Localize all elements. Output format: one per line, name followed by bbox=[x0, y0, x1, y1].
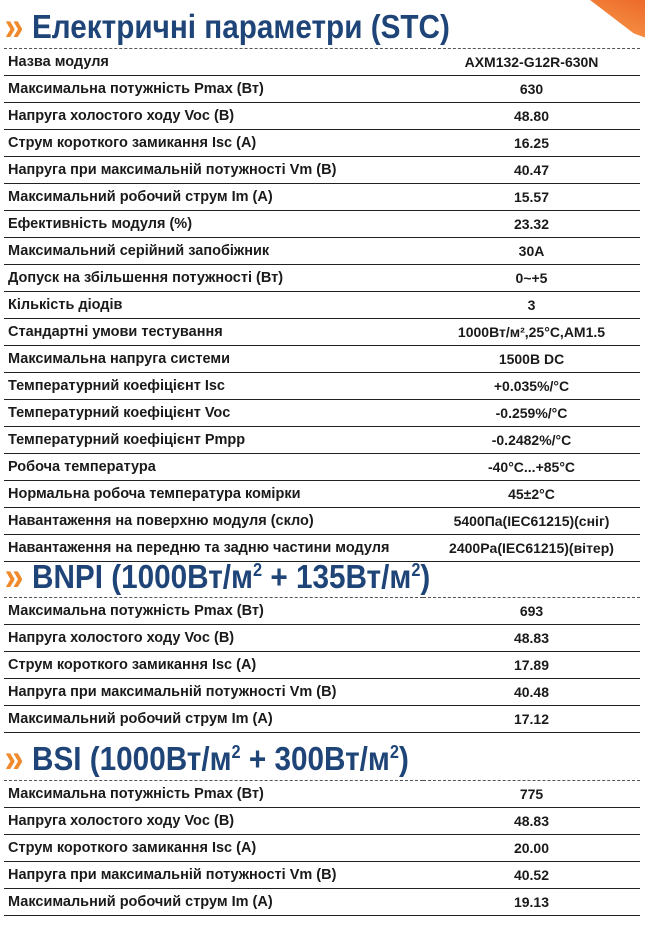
param-value: 48.80 bbox=[423, 103, 640, 130]
table-row bbox=[4, 889, 640, 916]
param-label: Допуск на збільшення потужності (Вт) bbox=[4, 265, 423, 292]
param-value: 1000Вт/м²,25°C,AM1.5 bbox=[423, 319, 640, 346]
chevron-right-icon: » bbox=[4, 5, 12, 49]
table-row bbox=[4, 481, 640, 508]
table-row bbox=[4, 454, 640, 481]
param-value: -0.259%/°C bbox=[423, 400, 640, 427]
param-value: 20.00 bbox=[423, 835, 640, 862]
table-row bbox=[4, 862, 640, 889]
param-label: Кількість діодів bbox=[4, 292, 423, 319]
param-value: 30A bbox=[423, 238, 640, 265]
param-label: Максимальний робочий струм Im (A) bbox=[4, 889, 423, 916]
table-row bbox=[4, 625, 640, 652]
param-value: 3 bbox=[423, 292, 640, 319]
bsi-table bbox=[4, 780, 640, 916]
param-value: 1500B DC bbox=[423, 346, 640, 373]
table-row bbox=[4, 427, 640, 454]
table-row bbox=[4, 508, 640, 535]
param-label: Робоча температура bbox=[4, 454, 423, 481]
corner-accent bbox=[590, 0, 645, 42]
param-value: 19.13 bbox=[423, 889, 640, 916]
param-label: Температурний коефіцієнт Voc bbox=[4, 400, 423, 427]
param-value: 630 bbox=[423, 76, 640, 103]
param-value: 16.25 bbox=[423, 130, 640, 157]
param-value: 40.48 bbox=[423, 679, 640, 706]
stc-section-header bbox=[0, 6, 497, 48]
param-label: Максимальна потужність Pmax (Вт) bbox=[4, 781, 423, 808]
table-row bbox=[4, 679, 640, 706]
bnpi-section-header bbox=[0, 556, 475, 598]
param-label: Струм короткого замикання Isc (А) bbox=[4, 130, 423, 157]
param-value: 45±2°C bbox=[423, 481, 640, 508]
table-row bbox=[4, 652, 640, 679]
param-label: Напруга холостого ходу Voc (В) bbox=[4, 103, 423, 130]
param-value: 23.32 bbox=[423, 211, 640, 238]
param-value: 48.83 bbox=[423, 625, 640, 652]
param-value: +0.035%/°C bbox=[423, 373, 640, 400]
table-row bbox=[4, 373, 640, 400]
table-row bbox=[4, 265, 640, 292]
param-value: 5400Па(IEC61215)(сніг) bbox=[423, 508, 640, 535]
param-label: Напруга при максимальній потужності Vm (В) bbox=[4, 157, 423, 184]
bsi-section-header bbox=[0, 738, 451, 780]
param-label: Напруга холостого ходу Voc (В) bbox=[4, 625, 423, 652]
param-label: Ефективність модуля (%) bbox=[4, 211, 423, 238]
table-row bbox=[4, 706, 640, 733]
param-label: Максимальна напруга системи bbox=[4, 346, 423, 373]
chevron-right-icon: » bbox=[4, 555, 12, 599]
param-label: Температурний коефіцієнт Pmpp bbox=[4, 427, 423, 454]
param-value: 775 bbox=[423, 781, 640, 808]
param-label: Навантаження на передню та задню частини модуля bbox=[4, 535, 423, 562]
param-value: 48.83 bbox=[423, 808, 640, 835]
param-label: Максимальний робочий струм Im (A) bbox=[4, 706, 423, 733]
param-label: Стандартні умови тестування bbox=[4, 319, 423, 346]
param-label: Максимальний серійний запобіжник bbox=[4, 238, 423, 265]
param-value: 17.89 bbox=[423, 652, 640, 679]
table-row bbox=[4, 346, 640, 373]
param-value: AXM132-G12R-630N bbox=[423, 49, 640, 76]
table-row bbox=[4, 319, 640, 346]
table-row bbox=[4, 400, 640, 427]
param-label: Максимальний робочий струм Im (A) bbox=[4, 184, 423, 211]
param-value: -40°C...+85°C bbox=[423, 454, 640, 481]
param-label: Нормальна робоча температура комірки bbox=[4, 481, 423, 508]
stc-title: Електричні параметри (STC) bbox=[32, 8, 451, 45]
param-label: Максимальна потужність Pmax (Вт) bbox=[4, 76, 423, 103]
param-value: 2400Pa(IEC61215)(вітер) bbox=[423, 535, 640, 562]
table-row bbox=[4, 808, 640, 835]
table-row bbox=[4, 835, 640, 862]
param-value: -0.2482%/°C bbox=[423, 427, 640, 454]
table-row bbox=[4, 76, 640, 103]
param-value: 0~+5 bbox=[423, 265, 640, 292]
table-row bbox=[4, 130, 640, 157]
chevron-right-icon: » bbox=[4, 737, 12, 781]
param-label: Максимальна потужність Pmax (Вт) bbox=[4, 598, 423, 625]
table-row bbox=[4, 184, 640, 211]
param-value: 693 bbox=[423, 598, 640, 625]
table-row bbox=[4, 49, 640, 76]
table-row bbox=[4, 211, 640, 238]
param-label: Напруга холостого ходу Voc (В) bbox=[4, 808, 423, 835]
param-label: Температурний коефіцієнт Isc bbox=[4, 373, 423, 400]
bnpi-table bbox=[4, 597, 640, 733]
param-value: 17.12 bbox=[423, 706, 640, 733]
param-label: Навантаження на поверхню модуля (скло) bbox=[4, 508, 423, 535]
param-label: Струм короткого замикання Isc (А) bbox=[4, 835, 423, 862]
param-value: 40.52 bbox=[423, 862, 640, 889]
table-row bbox=[4, 781, 640, 808]
param-label: Назва модуля bbox=[4, 49, 423, 76]
param-label: Напруга при максимальній потужності Vm (В) bbox=[4, 862, 423, 889]
bsi-title: BSI $(1000Вт/м^2 + 300Вт/м^2)$ bbox=[32, 740, 410, 777]
table-row bbox=[4, 238, 640, 265]
table-row bbox=[4, 292, 640, 319]
param-value: 15.57 bbox=[423, 184, 640, 211]
table-row bbox=[4, 103, 640, 130]
table-row bbox=[4, 157, 640, 184]
param-value: 40.47 bbox=[423, 157, 640, 184]
param-label: Напруга при максимальній потужності Vm (В) bbox=[4, 679, 423, 706]
bnpi-title: BNPI $(1000Вт/м^2 + 135Вт/м^2)$ bbox=[32, 558, 431, 595]
param-label: Струм короткого замикання Isc (А) bbox=[4, 652, 423, 679]
stc-table bbox=[4, 48, 640, 562]
table-row bbox=[4, 598, 640, 625]
